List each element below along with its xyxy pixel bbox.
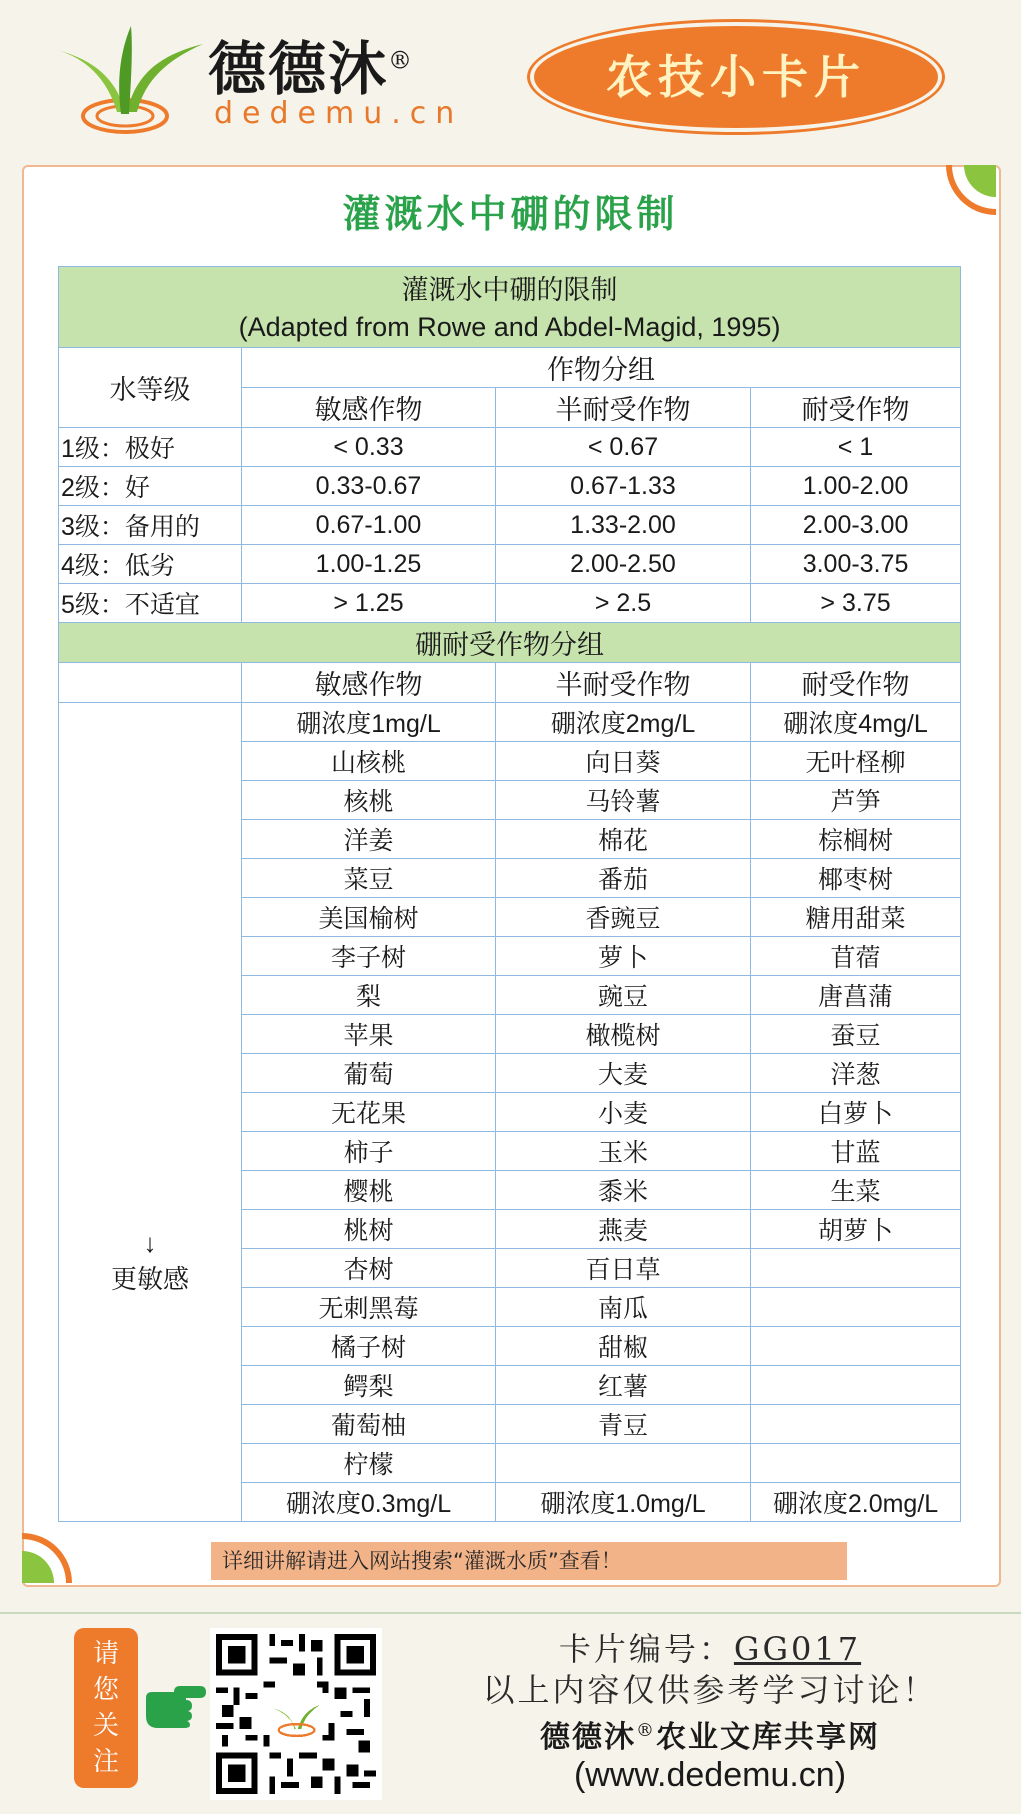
crop-cell	[751, 1327, 961, 1366]
corner-decoration-icon	[22, 1533, 72, 1583]
grade-value: 3.00-3.75	[751, 545, 961, 584]
crop-cell: 香豌豆	[496, 898, 751, 937]
crop-cell: 生菜	[751, 1171, 961, 1210]
crop-cell	[751, 1288, 961, 1327]
sensitivity-label: 更敏感	[110, 1264, 189, 1294]
crop-cell: 柠檬	[242, 1444, 496, 1483]
down-arrow-icon: ↓	[143, 1228, 157, 1258]
col-header-semi: 半耐受作物	[496, 663, 751, 703]
crop-cell: 鳄梨	[242, 1366, 496, 1405]
table-title-row	[59, 267, 961, 308]
crop-cell: 胡萝卜	[751, 1210, 961, 1249]
crop-cell: 苜蓿	[751, 937, 961, 976]
crop-cell: 李子树	[242, 937, 496, 976]
crop-cell: 百日草	[496, 1249, 751, 1288]
grade-label: 3级：备用的	[59, 506, 242, 545]
table-row	[59, 467, 961, 506]
crop-cell: 芦笋	[751, 781, 961, 820]
crop-cell: 樱桃	[242, 1171, 496, 1210]
crop-cell: 无刺黑莓	[242, 1288, 496, 1327]
col-header-semi: 半耐受作物	[496, 388, 751, 428]
crop-cell	[751, 1249, 961, 1288]
crop-cell: 苹果	[242, 1015, 496, 1054]
card-title: 灌溉水中硼的限制	[342, 191, 679, 236]
crop-cell: 棉花	[496, 820, 751, 859]
crop-cell: 无叶柽柳	[751, 742, 961, 781]
sprout-logo-icon	[55, 20, 205, 140]
crop-cell: 美国榆树	[242, 898, 496, 937]
conc-top-row	[59, 703, 961, 742]
crop-cell: 青豆	[496, 1405, 751, 1444]
conc-value: 硼浓度1mg/L	[242, 703, 496, 742]
grade-value: 0.33-0.67	[242, 467, 496, 506]
crop-cell: 马铃薯	[496, 781, 751, 820]
conc-value: 硼浓度2mg/L	[496, 703, 751, 742]
tolerance-subheader-row	[59, 663, 961, 703]
grade-value: < 0.33	[242, 428, 496, 467]
conc-value: 硼浓度0.3mg/L	[242, 1483, 496, 1522]
grade-label: 1级：极好	[59, 428, 242, 467]
crop-cell: 洋葱	[751, 1054, 961, 1093]
crop-cell: 糖用甜菜	[751, 898, 961, 937]
crop-cell: 豌豆	[496, 976, 751, 1015]
disclaimer-note: 以上内容仅供参考学习讨论！	[482, 1671, 938, 1709]
pointing-hand-icon	[144, 1684, 206, 1728]
crop-cell: 黍米	[496, 1171, 751, 1210]
grade-value: < 0.67	[496, 428, 751, 467]
crop-cell	[751, 1405, 961, 1444]
table-source-row	[59, 307, 961, 348]
crop-cell: 蚕豆	[751, 1015, 961, 1054]
col-header-sensitive: 敏感作物	[242, 663, 496, 703]
site-name: 德德沐®农业文库共享网	[540, 1720, 880, 1755]
crop-cell: 大麦	[496, 1054, 751, 1093]
qr-code-icon[interactable]	[210, 1628, 382, 1800]
grade-value: 0.67-1.33	[496, 467, 751, 506]
crop-cell: 柿子	[242, 1132, 496, 1171]
grade-value: 2.00-3.00	[751, 506, 961, 545]
empty-cell	[59, 663, 242, 703]
grade-value: 1.33-2.00	[496, 506, 751, 545]
crop-cell: 无花果	[242, 1093, 496, 1132]
crop-cell: 梨	[242, 976, 496, 1015]
card-badge: 农技小卡片	[534, 26, 938, 128]
crop-cell: 甜椒	[496, 1327, 751, 1366]
table-row	[59, 584, 961, 623]
brand-url: dedemu.cn	[214, 96, 464, 131]
grade-value: 1.00-2.00	[751, 467, 961, 506]
crop-cell: 桃树	[242, 1210, 496, 1249]
crop-cell: 椰枣树	[751, 859, 961, 898]
crop-cell: 萝卜	[496, 937, 751, 976]
footer-divider	[0, 1612, 1021, 1614]
sensitivity-indicator	[59, 703, 242, 1522]
conc-value: 硼浓度4mg/L	[751, 703, 961, 742]
crop-cell: 向日葵	[496, 742, 751, 781]
brand-name: 德德沐®	[208, 35, 415, 103]
grade-label: 2级：好	[59, 467, 242, 506]
crop-cell: 红薯	[496, 1366, 751, 1405]
crop-cell: 洋姜	[242, 820, 496, 859]
crop-cell: 橄榄树	[496, 1015, 751, 1054]
crop-cell: 白萝卜	[751, 1093, 961, 1132]
grade-value: < 1	[751, 428, 961, 467]
grade-label: 5级：不适宜	[59, 584, 242, 623]
crop-cell	[751, 1366, 961, 1405]
table-header-row	[59, 348, 961, 388]
tolerance-header: 硼耐受作物分组	[59, 623, 961, 663]
header	[0, 0, 1021, 150]
grade-value: 0.67-1.00	[242, 506, 496, 545]
crop-cell: 菜豆	[242, 859, 496, 898]
table-title: 灌溉水中硼的限制	[59, 267, 961, 308]
crop-cell: 杏树	[242, 1249, 496, 1288]
crop-group-header: 作物分组	[242, 348, 961, 388]
grade-value: > 2.5	[496, 584, 751, 623]
crop-cell: 山核桃	[242, 742, 496, 781]
crop-cell: 棕榈树	[751, 820, 961, 859]
crop-cell: 小麦	[496, 1093, 751, 1132]
col-header-tolerant: 耐受作物	[751, 663, 961, 703]
table-row	[59, 506, 961, 545]
conc-value: 硼浓度2.0mg/L	[751, 1483, 961, 1522]
site-url[interactable]: (www.dedemu.cn)	[573, 1756, 847, 1794]
boron-limit-table	[58, 266, 961, 1522]
table-source: (Adapted from Rowe and Abdel-Magid, 1995)	[59, 307, 961, 348]
crop-cell: 核桃	[242, 781, 496, 820]
crop-cell	[751, 1444, 961, 1483]
crop-cell: 葡萄柚	[242, 1405, 496, 1444]
grade-value: 1.00-1.25	[242, 545, 496, 584]
crop-cell	[496, 1444, 751, 1483]
card-code: 卡片编号：GG017	[558, 1630, 862, 1668]
col-header-sensitive: 敏感作物	[242, 388, 496, 428]
tolerance-header-row	[59, 623, 961, 663]
table-row	[59, 545, 961, 584]
crop-cell: 橘子树	[242, 1327, 496, 1366]
crop-cell: 葡萄	[242, 1054, 496, 1093]
footnote: 详细讲解请进入网站搜索“灌溉水质”查看！	[211, 1542, 847, 1580]
table-row	[59, 428, 961, 467]
grade-value: 2.00-2.50	[496, 545, 751, 584]
conc-value: 硼浓度1.0mg/L	[496, 1483, 751, 1522]
follow-badge: 请 您 关 注	[74, 1628, 138, 1788]
crop-cell: 南瓜	[496, 1288, 751, 1327]
grade-value: > 1.25	[242, 584, 496, 623]
crop-cell: 番茄	[496, 859, 751, 898]
crop-cell: 唐菖蒲	[751, 976, 961, 1015]
grade-label: 4级：低劣	[59, 545, 242, 584]
crop-cell: 燕麦	[496, 1210, 751, 1249]
col-header-tolerant: 耐受作物	[751, 388, 961, 428]
crop-cell: 玉米	[496, 1132, 751, 1171]
crop-cell: 甘蓝	[751, 1132, 961, 1171]
water-grade-header: 水等级	[59, 348, 242, 428]
grade-value: > 3.75	[751, 584, 961, 623]
